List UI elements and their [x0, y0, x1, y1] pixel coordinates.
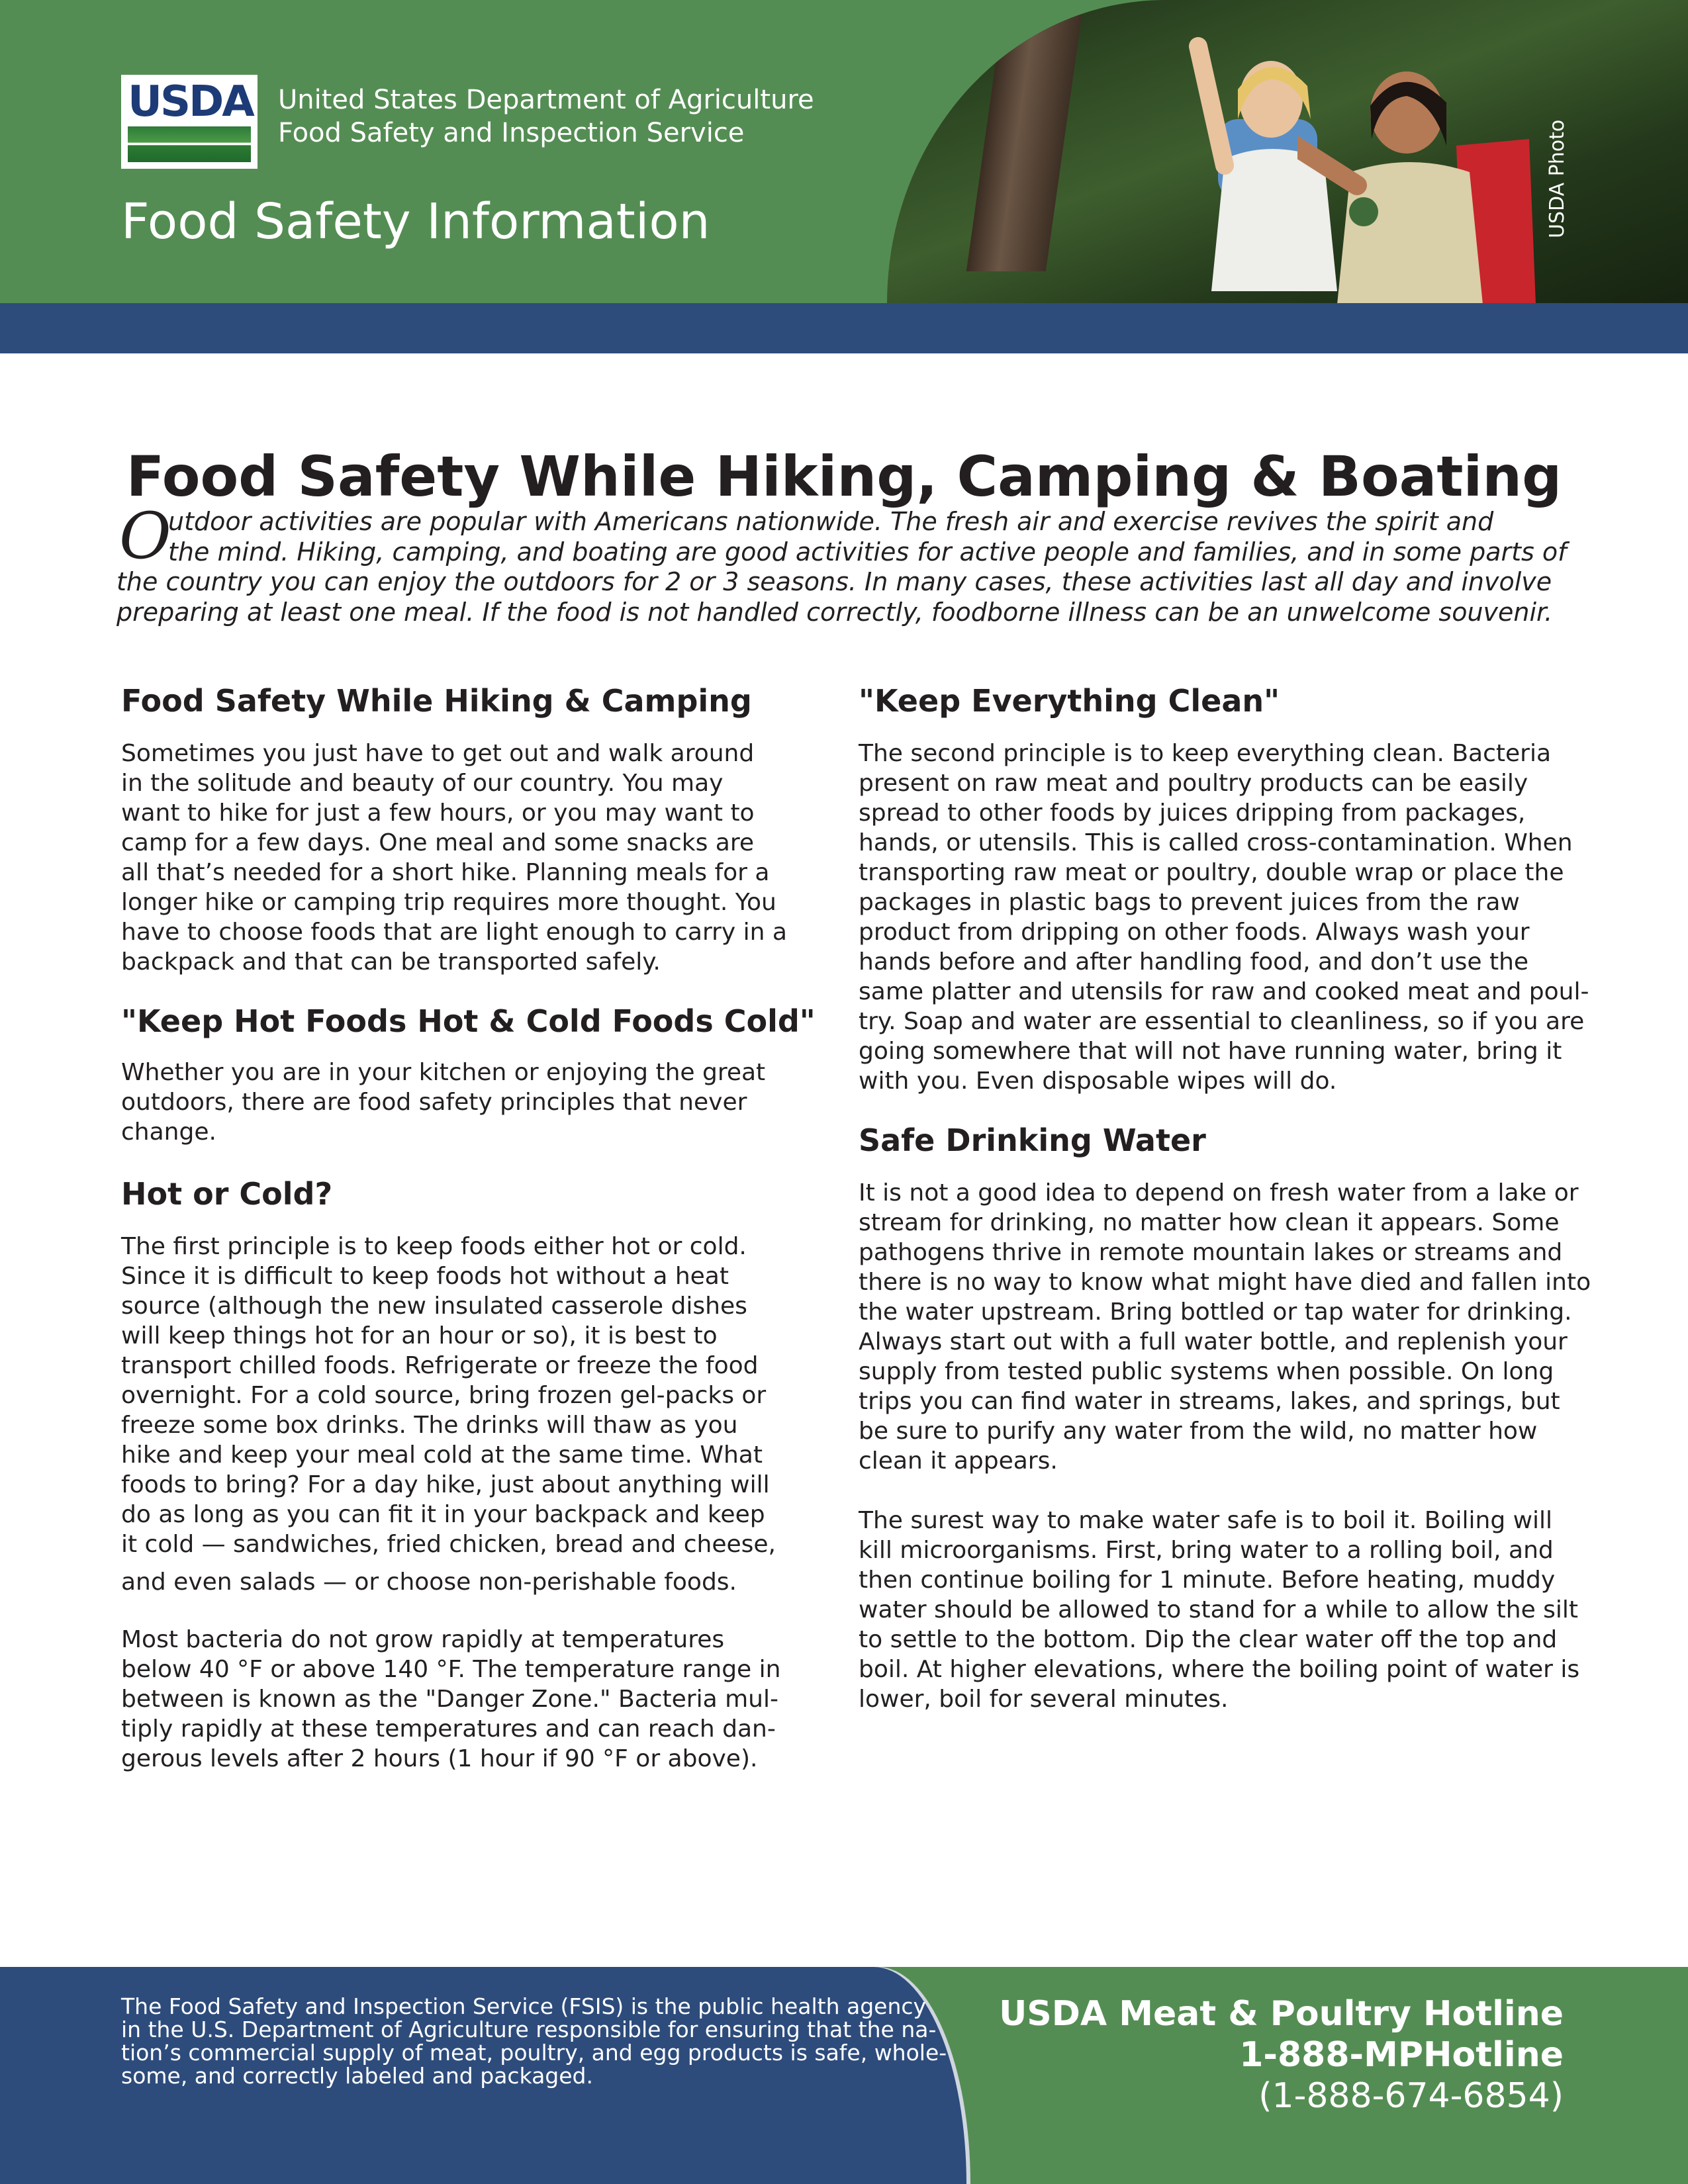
text-line: camp for a few days. One meal and some snacks are — [121, 829, 755, 856]
usda-logo — [121, 75, 258, 169]
hotline-digits: (1-888-674-6854) — [1258, 2076, 1564, 2116]
text-line: product from dripping on other foods. Always wash your — [859, 919, 1530, 946]
text-line: hands before and after handling food, and don’t use the — [859, 948, 1529, 976]
agency-line-department: United States Department of Agriculture — [278, 85, 814, 115]
text-line: in the solitude and beauty of our country. You may — [121, 770, 724, 797]
heading-hiking-camping: Food Safety While Hiking & Camping — [121, 683, 752, 719]
text-line: change. — [121, 1118, 216, 1146]
text-line: boil. At higher elevations, where the boiling point of water is — [859, 1656, 1580, 1683]
text-line: Most bacteria do not grow rapidly at temperatures — [121, 1626, 725, 1653]
text-line: transport chilled foods. Refrigerate or freeze the food — [121, 1352, 759, 1379]
page-header — [0, 0, 1688, 303]
text-line: backpack and that can be transported safely. — [121, 948, 661, 976]
text-line: below 40 °F or above 140 °F. The temperature range in — [121, 1656, 781, 1683]
text-line: have to choose foods that are light enough to carry in a — [121, 919, 787, 946]
text-line: It is not a good idea to depend on fresh water from a lake or — [859, 1179, 1579, 1206]
usda-logo-text: USDA — [128, 77, 253, 126]
photo-credit: USDA Photo — [1546, 119, 1569, 238]
text-line: be sure to purify any water from the wild, no matter how — [859, 1418, 1538, 1445]
text-line: and even salads — or choose non-perishable foods. — [121, 1569, 737, 1596]
text-line: The surest way to make water safe is to boil it. Boiling will — [859, 1507, 1553, 1534]
intro-line: the mind. Hiking, camping, and boating are good activities for active people and families, and in some parts of — [168, 537, 1567, 567]
paragraph-hiking-camping — [121, 739, 829, 977]
text-line: tion’s commercial supply of meat, poultry, and egg products is safe, whole- — [121, 2040, 947, 2066]
usda-logo-field-graphic — [128, 126, 251, 162]
left-column — [121, 680, 829, 1774]
text-line: try. Soap and water are essential to cleanliness, so if you are — [859, 1008, 1585, 1035]
text-line: present on raw meat and poultry products can be easily — [859, 770, 1528, 797]
section-title: Food Safety Information — [121, 193, 710, 250]
text-line: source (although the new insulated casserole dishes — [121, 1293, 747, 1320]
text-line: transporting raw meat or poultry, double wrap or place the — [859, 859, 1564, 886]
text-line: kill microorganisms. First, bring water to a rolling boil, and — [859, 1537, 1554, 1564]
text-line: hike and keep your meal cold at the same time. What — [121, 1441, 763, 1469]
text-line: there is no way to know what might have died and fallen into — [859, 1269, 1591, 1296]
text-line: lower, boil for several minutes. — [859, 1686, 1229, 1713]
paragraph-keep-clean — [859, 739, 1640, 1096]
fsis-description — [121, 1995, 947, 2087]
hotline-title: USDA Meat & Poultry Hotline — [999, 1994, 1564, 2034]
paragraph-boiling-water — [859, 1506, 1640, 1714]
text-line: between is known as the "Danger Zone." Bacteria mul- — [121, 1686, 778, 1713]
text-line: water should be allowed to stand for a while to allow the silt — [859, 1596, 1579, 1623]
text-line: going somewhere that will not have running water, bring it — [859, 1038, 1562, 1065]
text-line: clean it appears. — [859, 1447, 1058, 1475]
page-title: Food Safety While Hiking, Camping & Boating — [126, 444, 1562, 510]
text-line: in the U.S. Department of Agriculture responsible for ensuring that the na- — [121, 2017, 937, 2042]
agency-line-service: Food Safety and Inspection Service — [278, 118, 745, 148]
text-line: stream for drinking, no matter how clean it appears. Some — [859, 1209, 1560, 1236]
text-line: overnight. For a cold source, bring frozen gel-packs or — [121, 1382, 767, 1409]
text-line: to settle to the bottom. Dip the clear water off the top and — [859, 1626, 1558, 1653]
intro-line: utdoor activities are popular with Americans nationwide. The fresh air and exercise revives the spirit and — [168, 507, 1494, 536]
text-line: want to hike for just a few hours, or you may want to — [121, 799, 755, 827]
text-line: spread to other foods by juices dripping from packages, — [859, 799, 1526, 827]
text-line: The second principle is to keep everything clean. Bacteria — [859, 740, 1552, 767]
text-line: longer hike or camping trip requires more thought. You — [121, 889, 776, 916]
text-line: Always start out with a full water bottle, and replenish your — [859, 1328, 1568, 1355]
header-blue-band — [0, 303, 1688, 353]
text-line: hands, or utensils. This is called cross-contamination. When — [859, 829, 1573, 856]
text-line: do as long as you can fit it in your backpack and keep — [121, 1501, 765, 1528]
text-line: The Food Safety and Inspection Service (FSIS) is the public health agency — [121, 1993, 927, 2019]
text-line: pathogens thrive in remote mountain lakes or streams and — [859, 1239, 1563, 1266]
text-line: Whether you are in your kitchen or enjoying the great — [121, 1059, 766, 1086]
text-line: outdoors, there are food safety principles that never — [121, 1089, 747, 1116]
page-footer — [0, 1967, 1688, 2184]
text-line: all that’s needed for a short hike. Planning meals for a — [121, 859, 770, 886]
text-line: with you. Even disposable wipes will do. — [859, 1068, 1337, 1095]
hiker-right-graphic — [1297, 40, 1536, 303]
paragraph-bacteria — [121, 1625, 829, 1774]
text-line: Sometimes you just have to get out and walk around — [121, 740, 755, 767]
heading-keep-hot-cold: "Keep Hot Foods Hot & Cold Foods Cold" — [121, 1003, 816, 1039]
text-line: supply from tested public systems when possible. On long — [859, 1358, 1554, 1385]
right-column — [859, 680, 1640, 1714]
intro-paragraph — [117, 499, 1573, 627]
text-line: gerous levels after 2 hours (1 hour if 90 °F or above). — [121, 1745, 758, 1772]
text-line: will keep things hot for an hour or so), it is best to — [121, 1322, 718, 1349]
text-line: packages in plastic bags to prevent juices from the raw — [859, 889, 1520, 916]
text-line: tiply rapidly at these temperatures and can reach dan- — [121, 1715, 776, 1743]
text-line: the water upstream. Bring bottled or tap water for drinking. — [859, 1298, 1572, 1326]
text-line: Since it is difficult to keep foods hot without a heat — [121, 1263, 729, 1290]
text-line: then continue boiling for 1 minute. Before heating, muddy — [859, 1567, 1556, 1594]
text-line: trips you can find water in streams, lakes, and springs, but — [859, 1388, 1560, 1415]
heading-hot-or-cold: Hot or Cold? — [121, 1176, 333, 1212]
heading-keep-clean: "Keep Everything Clean" — [859, 683, 1280, 719]
text-line: some, and correctly labeled and packaged. — [121, 2063, 593, 2089]
text-line: same platter and utensils for raw and cooked meat and poul- — [859, 978, 1589, 1005]
heading-safe-drinking-water: Safe Drinking Water — [859, 1122, 1206, 1158]
trail-sign-graphic — [966, 0, 1086, 271]
paragraph-hot-or-cold — [121, 1232, 829, 1597]
text-line: foods to bring? For a day hike, just about anything will — [121, 1471, 770, 1498]
paragraph-drinking-water — [859, 1178, 1640, 1476]
hotline-number: 1-888-MPHotline — [1239, 2035, 1564, 2075]
text-line: it cold — sandwiches, fried chicken, bread and cheese, — [121, 1531, 776, 1558]
text-line: The first principle is to keep foods either hot or cold. — [121, 1233, 747, 1260]
intro-line: preparing at least one meal. If the food is not handled correctly, foodborne illness can be an unwelcome souvenir. — [117, 597, 1553, 627]
text-line: freeze some box drinks. The drinks will thaw as you — [121, 1412, 738, 1439]
intro-line: the country you can enjoy the outdoors for 2 or 3 seasons. In many cases, these activities last all day and involve — [117, 567, 1552, 596]
agency-name — [278, 83, 814, 150]
intro-dropcap: O — [119, 499, 171, 573]
hotline-info — [999, 1993, 1564, 2116]
paragraph-keep-hot-cold — [121, 1058, 829, 1147]
